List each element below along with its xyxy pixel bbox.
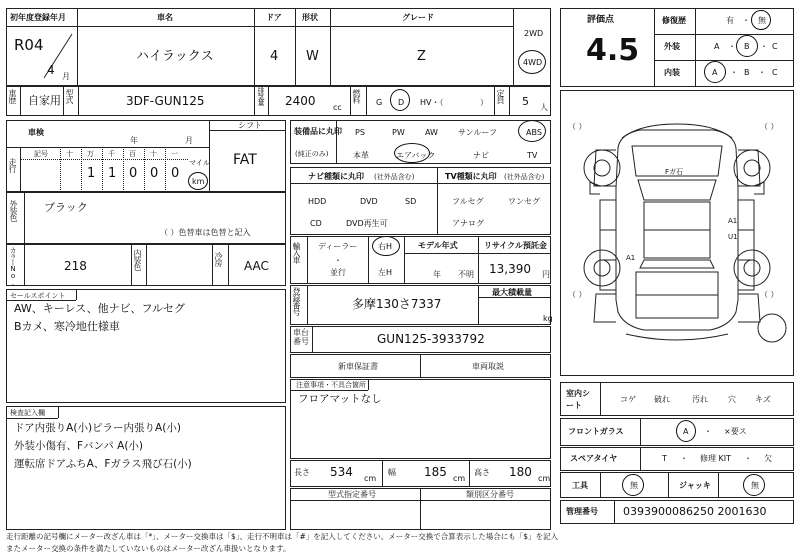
vehicle-diagram <box>560 90 794 376</box>
max-load-label: 最大積載量 <box>492 288 532 297</box>
diagram-paren-bl: （ ） <box>568 290 587 299</box>
equip-navi: ナビ <box>473 151 489 160</box>
digit-label-6: 一 <box>171 150 178 158</box>
equipment-sublabel: (純正のみ) <box>295 150 329 158</box>
ac-value: AAC <box>244 259 269 273</box>
sales-point-line-1: AW、キーレス、他ナビ、フルセグ <box>14 302 186 315</box>
equip-aw: AW <box>425 128 438 137</box>
diagram-mark-windshield: Fガ石 <box>665 168 684 176</box>
sheet-hole: 穴 <box>728 395 736 404</box>
first-reg-month: 4 <box>47 63 55 77</box>
grade-label: グレード <box>402 13 434 22</box>
nav-dvd: DVD <box>360 197 378 206</box>
height-value: 180 <box>509 465 532 479</box>
import-dealer: ディーラー <box>318 242 358 251</box>
car-name-label: 車名 <box>157 13 173 22</box>
diagram-mark-right-door-1: A1 <box>728 217 738 225</box>
length-value: 534 <box>330 465 353 479</box>
drive-4wd: 4WD <box>523 58 543 67</box>
diagram-paren-tr: （ ） <box>760 122 779 131</box>
management-value: 0393900086250 2001630 <box>623 505 767 518</box>
km-label: km <box>192 177 205 186</box>
right-hand-circle <box>372 236 400 256</box>
designation-label: 型式指定番号 <box>328 490 376 499</box>
grade: Z <box>417 49 426 64</box>
fuel-hv: HV・（ <box>420 98 444 107</box>
length-unit: cm <box>364 474 377 483</box>
front-glass-label: フロントガラス <box>568 427 624 436</box>
interior-c: C <box>772 68 778 77</box>
exterior-c: C <box>772 42 778 51</box>
capacity-unit: 人 <box>540 103 548 112</box>
width-label: 幅 <box>388 468 396 477</box>
abs-circle <box>518 120 546 142</box>
inspector-label: 検査記入欄 <box>10 409 45 417</box>
model-label: 型式 <box>65 89 74 103</box>
category-label: 類別区分番号 <box>466 490 514 499</box>
shift-value: FAT <box>233 152 257 168</box>
exterior-b: B <box>744 42 750 51</box>
inspection-year: 年 <box>130 136 138 145</box>
equip-tv: TV <box>527 151 538 160</box>
height-unit: cm <box>538 474 551 483</box>
recycle-label: リサイクル預託金 <box>484 241 547 250</box>
first-reg-label: 初年度登録年月 <box>10 13 66 22</box>
interior-dot-2: ・ <box>758 68 766 77</box>
mileage-digit-0: 1 <box>87 166 96 181</box>
score-value: 4.5 <box>586 33 640 68</box>
interior-b: B <box>744 68 750 77</box>
interior-a-circle <box>704 61 726 83</box>
ac-label: 冷房 <box>214 252 223 266</box>
equip-leather: 本革 <box>353 151 369 160</box>
spare-kit: 修理 KIT <box>700 454 732 463</box>
equip-abs: ABS <box>526 128 542 137</box>
equip-airbag: エアバック <box>396 151 436 160</box>
max-load-unit: kg <box>543 314 553 323</box>
mileage-digit-3: 0 <box>150 166 159 181</box>
fuel-g: G <box>376 98 383 107</box>
equipment-label: 装備品に丸印 <box>294 127 342 136</box>
repair-label: 修復歴 <box>662 16 686 25</box>
spare-missing: 欠 <box>764 454 772 463</box>
color-label: 外装色 <box>9 200 18 221</box>
fuel-d-circle <box>390 89 410 111</box>
inspection-label: 車検 <box>28 128 44 137</box>
nav-cd: CD <box>310 219 322 228</box>
equip-ps: PS <box>355 128 365 137</box>
digit-label-0: 記号 <box>34 150 48 158</box>
color-no-label: カラーNo. <box>9 247 17 286</box>
mileage-digit-1: 1 <box>108 166 117 181</box>
model-year-year: 年 <box>433 270 441 279</box>
chassis-label: 車台番号 <box>293 328 309 346</box>
inspector-line-2: 外装小傷有、Fバンパ A(小) <box>14 440 144 452</box>
registration-value: 多摩130さ7337 <box>352 297 442 311</box>
nav-hdd: HDD <box>308 197 327 206</box>
sheet-dirt: 汚れ <box>692 395 708 404</box>
mileage-digit-2: 0 <box>129 166 138 181</box>
slash-divider <box>40 30 76 82</box>
model-year-unknown: 不明 <box>458 270 474 279</box>
interior-a: A <box>712 68 718 77</box>
width-value: 185 <box>424 465 447 479</box>
color-value: ブラック <box>44 201 88 214</box>
capacity-label: 定員 <box>496 89 505 103</box>
notes-label: 注意事項・不具合箇所 <box>296 381 366 389</box>
doors: 4 <box>270 49 279 64</box>
interior-label: 内装 <box>664 68 680 77</box>
front-glass-a-circle <box>676 420 696 442</box>
exterior-label: 外装 <box>664 42 680 51</box>
import-right: 右H <box>378 242 393 251</box>
row-basic <box>6 86 551 116</box>
use-label: 車歴 <box>8 89 17 103</box>
repair-none-circle <box>751 10 771 30</box>
recycle-value: 13,390 <box>489 262 531 276</box>
interior-dot-1: ・ <box>730 68 738 77</box>
import-parallel: 並行 <box>330 268 346 277</box>
color-no-value: 218 <box>64 259 87 273</box>
tv-fullseg: フルセグ <box>452 197 484 206</box>
digit-label-3: 千 <box>108 150 115 158</box>
repair-dot: ・ <box>742 16 750 25</box>
owner-manual: 車両取説 <box>472 362 504 371</box>
equip-pw: PW <box>392 128 405 137</box>
jack-value: 無 <box>751 481 759 490</box>
notes-value: フロアマットなし <box>298 393 382 405</box>
front-glass-replace: ×要ス <box>724 427 747 436</box>
sales-points-label: セールスポイント <box>10 292 66 300</box>
interior-sheet-label: 室内シート <box>566 389 590 410</box>
color-note: （ ）色替車は色替と記入 <box>160 228 251 237</box>
airbag-circle <box>394 143 430 163</box>
front-glass-dot: ・ <box>704 427 712 436</box>
digit-label-4: 百 <box>129 150 136 158</box>
drive-4wd-circle <box>518 50 546 74</box>
spare-tire-label: スペアタイヤ <box>570 454 618 463</box>
digit-label-5: 十 <box>150 150 157 158</box>
exterior-b-circle <box>736 35 758 57</box>
exterior-dot-1: ・ <box>728 42 736 51</box>
jack-label: ジャッキ <box>679 481 711 490</box>
diagram-mark-front-bumper: A1 <box>626 254 636 262</box>
model-value: 3DF-GUN125 <box>126 94 205 108</box>
mileage-label: 走行 <box>8 158 17 172</box>
diagram-mark-pillar: U1 <box>728 233 738 241</box>
spare-dot2: ・ <box>744 454 752 463</box>
digit-label-1: 十 <box>66 150 73 158</box>
repair-none: 無 <box>758 16 766 25</box>
shape-label: 形状 <box>302 13 318 22</box>
score-label: 評価点 <box>587 15 615 25</box>
inspector-line-3: 運転席ドアふちA、Fガラス飛び石(小) <box>14 458 192 470</box>
footnote-line-2: またメーター交換の条件を満たしていないものはメーター改ざん車扱いとなります。 <box>6 544 291 553</box>
displacement-value: 2400 <box>285 94 316 108</box>
door-label: ドア <box>266 13 282 22</box>
tv-sub: (社外品含む) <box>504 173 545 181</box>
tools-label: 工具 <box>572 481 588 490</box>
diagram-paren-br: （ ） <box>760 290 779 299</box>
nav-dvd-play: DVD再生可 <box>346 219 388 228</box>
exterior-dot-2: ・ <box>760 42 768 51</box>
import-label: 輸入車 <box>292 242 301 263</box>
sales-point-line-2: Bカメ、寒冷地仕様車 <box>14 320 120 333</box>
inspection-month: 月 <box>185 136 193 145</box>
inspector-line-1: ドア内張りA(小)ピラー内張りA(小) <box>14 422 181 434</box>
repair-yes: 有 <box>726 16 734 25</box>
interior-color-label: 内装色 <box>133 249 142 270</box>
recycle-unit: 円 <box>542 270 550 279</box>
capacity-value: 5 <box>522 95 529 108</box>
spare-dot: ・ <box>680 454 688 463</box>
tv-analog: アナログ <box>452 219 484 228</box>
fuel-d: D <box>398 98 405 107</box>
km-circle <box>188 172 208 190</box>
tools-none-circle <box>622 474 644 496</box>
notes-block <box>290 379 551 459</box>
length-label: 長さ <box>294 468 310 477</box>
sheet-scratch: キズ <box>755 395 771 404</box>
drive-2wd: 2WD <box>524 29 544 38</box>
equip-sunroof: サンルーフ <box>458 128 497 137</box>
fuel-close: ） <box>480 98 488 107</box>
mileage-digit-4: 0 <box>171 166 180 181</box>
import-left: 左H <box>378 268 393 277</box>
displacement-label: 排気量 <box>257 87 265 105</box>
cc-unit: cc <box>333 103 342 112</box>
nav-sd: SD <box>405 197 417 206</box>
shape: W <box>306 49 319 64</box>
spare-t: T <box>662 454 667 463</box>
tools-value: 無 <box>630 481 638 490</box>
registration-label: 登録番号 <box>292 287 301 315</box>
nav-label: ナビ種類に丸印 <box>308 172 364 181</box>
chassis-value: GUN125-3933792 <box>377 332 485 346</box>
front-glass-a: A <box>683 427 689 436</box>
diagram-paren-tl: （ ） <box>568 122 587 131</box>
shift-label: シフト <box>238 121 262 130</box>
height-label: 高さ <box>474 468 490 477</box>
tv-label: TV種類に丸印 <box>445 172 497 181</box>
import-dot: ・ <box>334 256 342 265</box>
width-unit: cm <box>453 474 466 483</box>
sheet-tear: 破れ <box>654 395 670 404</box>
use-value: 自家用 <box>28 94 61 107</box>
management-label: 管理番号 <box>566 507 598 516</box>
tv-oneseg: ワンセグ <box>508 197 540 206</box>
footnote-line-1: 走行距離の記号欄にメーター改ざん車は「*」、メーター交換車は「$」、走行不明車は「#」を記入してください。メーター交換で合算表示した場合にも「$」を記入 <box>6 532 559 541</box>
fuel-label: 燃料 <box>352 89 361 103</box>
new-car-warranty: 新車保証書 <box>338 362 378 371</box>
month-suffix: 月 <box>62 72 70 81</box>
jack-none-circle <box>743 474 765 496</box>
model-year-label: モデル年式 <box>418 241 458 250</box>
digit-label-2: 万 <box>87 150 94 158</box>
sheet-burn: コゲ <box>620 395 636 404</box>
exterior-a: A <box>714 42 720 51</box>
nav-sub: (社外品含む) <box>374 173 415 181</box>
car-name: ハイラックス <box>136 49 214 64</box>
first-reg-year: R04 <box>14 36 44 54</box>
mile-label: マイル <box>189 159 210 167</box>
